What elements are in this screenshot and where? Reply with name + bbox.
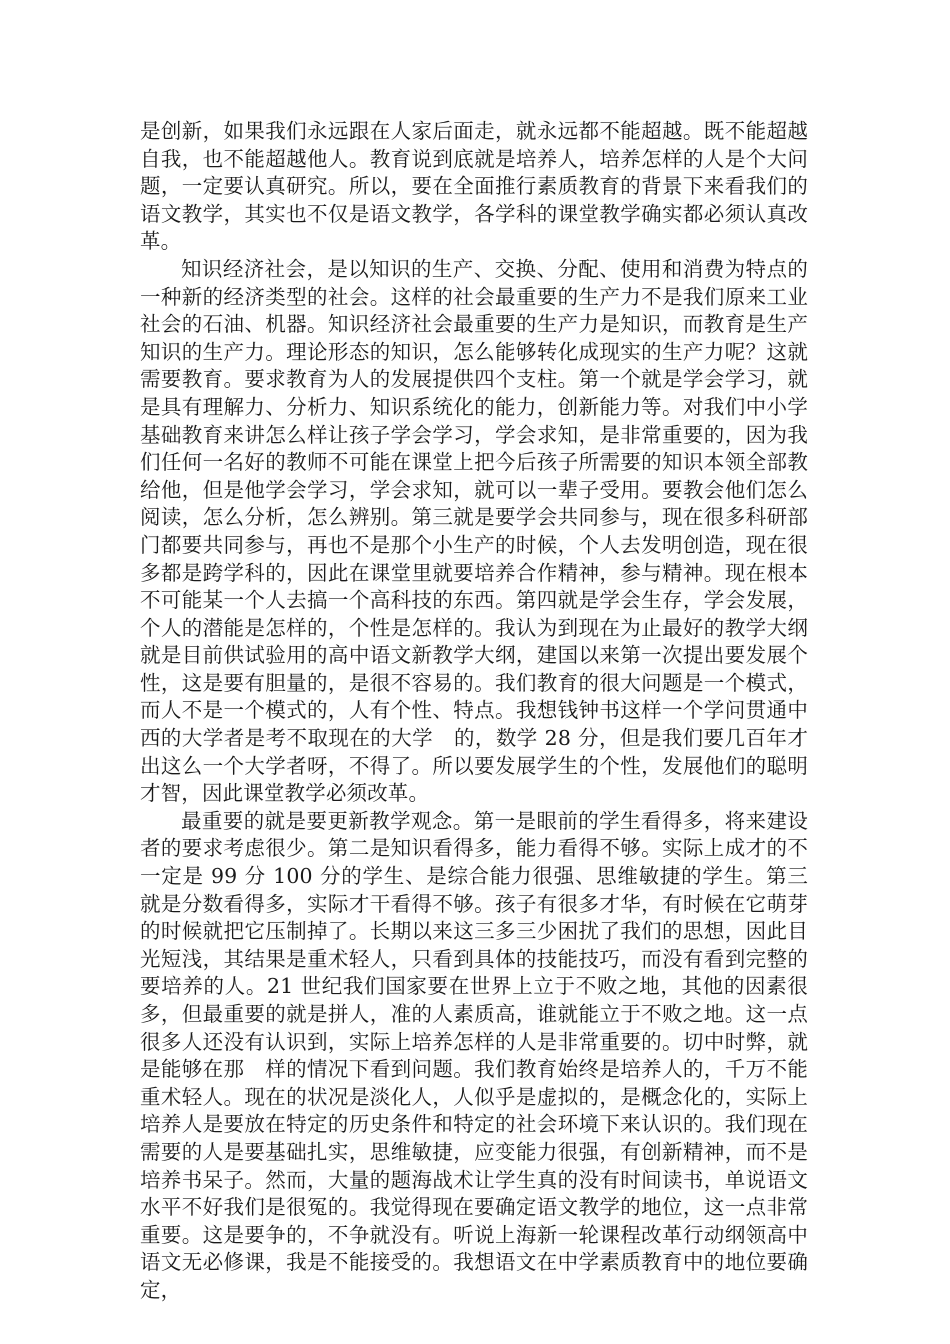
paragraph-1: 是创新，如果我们永远跟在人家后面走，就永远都不能超越。既不能超越自我，也不能超越他人。教育说到底就是培养人，培养怎样的人是个大问题，一定要认真研究。所以，要在全面推行素质教育的背景下来看我们的语文教学，其实也不仅是语文教学，各学科的课堂教学确实都必须认真改革。 [140, 119, 808, 254]
paragraph-2: 知识经济社会，是以知识的生产、交换、分配、使用和消费为特点的一种新的经济类型的社会。这样的社会最重要的生产力不是我们原来工业社会的石油、机器。知识经济社会最重要的生产力是知识，而教育是生产知识的生产力。理论形态的知识，怎么能够转化成现实的生产力呢？这就需要教育。要求教育为人的发展提供四个支柱。第一个就是学会学习，就是具有理解力、分析力、知识系统化的能力，创新能力等。对我们中小学基础教育来讲怎么样让孩子学会学习，学会求知，是非常重要的，因为我们任何一名好的教师不可能在课堂上把今后孩子所需要的知识本领全部教给他，但是他学会学习，学会求知，就可以一辈子受用。要教会他们怎么阅读，怎么分析，怎么辨别。第三就是要学会共同参与，现在很多科研部门都要共同参与，再也不是那个小生产的时候，个人去发明创造，现在很多都是跨学科的，因此在课堂里就要培养合作精神，参与精神。现在根本不可能某一个人去搞一个高科技的东西。第四就是学会生存，学会发展，个人的潜能是怎样的，个性是怎样的。我认为到现在为止最好的教学大纲就是目前供试验用的高中语文新教学大纲，建国以来第一次提出要发展个性，这是要有胆量的，是很不容易的。我们教育的很大问题是一个模式，而人不是一个模式的，人有个性、特点。我想钱钟书这样一个学问贯通中西的大学者是考不取现在的大学 的，数学 28 分，但是我们要几百年才出这么一个大学者呀，不得了。所以要发展学生的个性，发展他们的聪明才智，因此课堂教学必须改革。 [140, 256, 808, 806]
body-text [140, 118, 808, 1305]
paragraph-3: 最重要的就是要更新教学观念。第一是眼前的学生看得多，将来建设者的要求考虑很少。第二是知识看得多，能力看得不够。实际上成才的不一定是 99 分 100 分的学生、是综合能力很强、思维敏捷的学生。第三就是分数看得多，实际才干看得不够。孩子有很多才华，有时候在它萌芽的时候就把它压制掉了。长期以来这三多三少困扰了我们的思想，因此目光短浅，其结果是重术轻人，只看到具体的技能技巧，而没有看到完整的要培养的人。21 世纪我们国家要在世界上立于不败之地，其他的因素很多，但最重要的就是拼人，准的人素质高，谁就能立于不败之地。这一点很多人还没有认识到，实际上培养怎样的人是非常重要的。切中时弊，就是能够在那 样的情况下看到问题。我们教育始终是培养人的，千万不能重术轻人。现在的状况是淡化人，人似乎是虚拟的，是概念化的，实际上培养人是要放在特定的历史条件和特定的社会环境下来认识的。我们现在需要的人是要基础扎实，思维敏捷，应变能力很强，有创新精神，而不是培养书呆子。然而，大量的题海战术让学生真的没有时间读书，单说语文水平不好我们是很冤的。我觉得现在要确定语文教学的地位，这一点非常重要。这是要争的，不争就没有。听说上海新一轮课程改革行动纲领高中语文无必修课，我是不能接受的。我想语文在中学素质教育中的地位要确定， [140, 808, 808, 1302]
